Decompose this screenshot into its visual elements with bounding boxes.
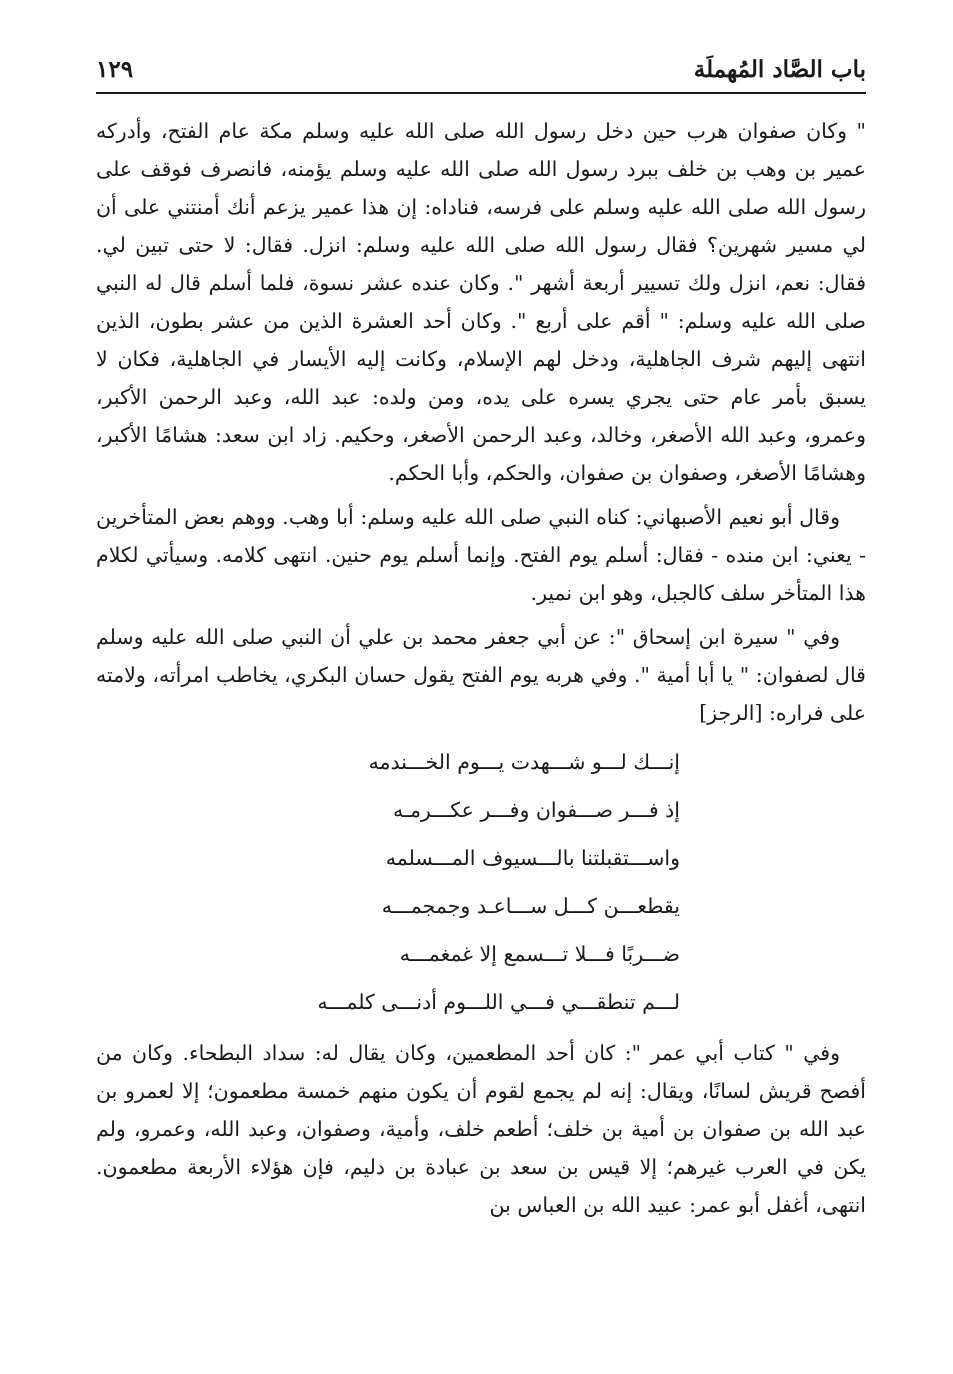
paragraph: وقال أبو نعيم الأصبهاني: كناه النبي صلى الله عليه وسلم: أبا وهب. ووهم بعض المتأخرين - يعني: ابن منده - فقال: أسلم يوم الفتح. وإنما أسلم يوم حنين. انتهى كلامه. وسيأتي لكلام هذا المتأخر سلف كالجبل، وهو ابن نمير. [96,505,866,605]
poem-verse: إذ فـــر صـــفوان وفـــر عكـــرمـه [392,798,680,822]
paragraph: " وكان صفوان هرب حين دخل رسول الله صلى الله عليه وسلم مكة عام الفتح، وأدركه عمير بن وهب بن خلف ببرد رسول الله صلى الله عليه وسلم يؤمنه، فانصرف فوقف على رسول الله صلى الله عليه وسلم على فرسه، فناداه: إن هذا عمير يزعم أنك أمنتني على أن لي مسير شهرين؟ فقال رسول الله صلى الله عليه وسلم: انزل. فقال: لا حتى تبين لي. فقال: نعم، انزل ولك تسيير أربعة أشهر ". وكان عنده عشر نسوة، فلما أسلم قال له النبي صلى الله عليه وسلم: " أقم على أربع ". وكان أحد العشرة الذين من عشر بطون، الذين انتهى إليهم شرف الجاهلية، ودخل لهم الإسلام، وكانت إليه الأيسار في الجاهلية، فكان لا يسبق بأمر عام حتى يجري يسره على يده، ومن ولده: عبد الله، وعبد الرحمن الأكبر، وعمرو، وعبد الله الأصغر، وخالد، وعبد الرحمن الأصغر، وحكيم. زاد ابن سعد: هشامًا الأكبر، وهشامًا الأصغر، وصفوان بن صفوان، والحكم، وأبا الحكم. [96,119,866,485]
page-body [96,112,866,1230]
paragraph: وفي " كتاب أبي عمر ": كان أحد المطعمين، وكان يقال له: سداد البطحاء. وكان من أفصح قريش لسانًا، ويقال: إنه لم يجمع لقوم أن يكون منهم خمسة مطعمون؛ إلا لعمرو بن عبد الله بن صفوان بن أمية بن خلف؛ أطعم خلف، وأمية، وصفوان، وعبد الله، وعمرو، ولم يكن في العرب غيرهم؛ إلا قيس بن سعد بن عبادة بن دليم، فإن هؤلاء الأربعة مطعمون. انتهى، أغفل أبو عمر: عبيد الله بن العباس بن [96,1041,866,1217]
poem-verse: ضـــربًا فـــلا تـــسمع إلا غمغمـــه [399,942,680,966]
poem-verse: إنـــك لـــو شـــهدت يـــوم الخـــندمه [368,750,680,774]
poem-verse: يقطعـــن كـــل ســـاعـد وجمجمـــه [381,894,680,918]
page-header [96,52,866,94]
paragraph: وفي " سيرة ابن إسحاق ": عن أبي جعفر محمد بن علي أن النبي صلى الله عليه وسلم قال لصفوان: " يا أبا أمية ". وفي هربه يوم الفتح يقول حسان البكري، يخاطب امرأته، ولامته على فراره: [الرجز] [96,625,866,725]
poem [96,738,866,1026]
chapter-title: باب الصَّاد المُهملَة [693,56,866,83]
page-number: ١٢٩ [96,56,134,83]
poem-verse: لـــم تنطقـــي فـــي اللـــوم أدنـــى كلمـــه [317,990,680,1014]
poem-verse: واســـتقبلتنا بالـــسيوف المـــسلمه [385,846,680,870]
